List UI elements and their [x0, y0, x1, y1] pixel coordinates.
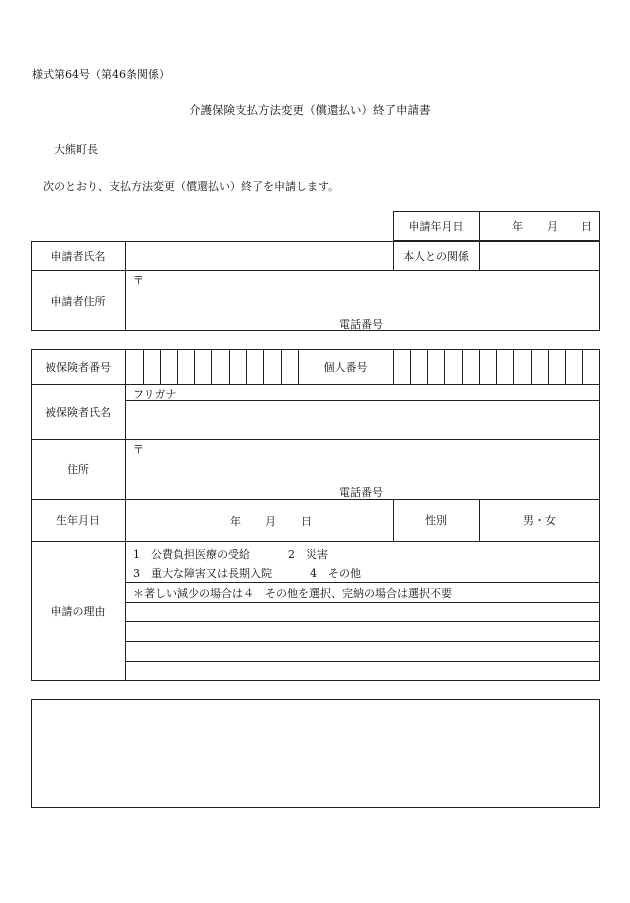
postal-mark: 〒: [133, 274, 144, 287]
insured-address-field[interactable]: [125, 439, 600, 499]
date-year-unit: 年: [512, 220, 523, 233]
insured-name-field[interactable]: [125, 400, 600, 439]
birth-year-unit: 年: [230, 515, 241, 528]
reason-option-4[interactable]: 4 その他: [310, 567, 361, 580]
form-reference: 様式第64号（第46条関係）: [32, 68, 170, 81]
personal-number-label: 個人番号: [323, 360, 368, 374]
application-date-label: 申請年月日: [408, 220, 464, 233]
intro-text: 次のとおり、支払方法変更（償還払い）終了を申請します。: [43, 180, 340, 193]
reason-option-2[interactable]: 2 災害: [288, 548, 328, 561]
date-day-unit: 日: [581, 220, 592, 233]
insured-postal-mark: 〒: [133, 443, 144, 456]
date-month-unit: 月: [547, 220, 558, 233]
relation-field[interactable]: [479, 241, 600, 270]
applicant-name-label: 申請者氏名: [50, 249, 106, 263]
sex-choice[interactable]: 男・女: [523, 514, 556, 527]
furigana-label: フリガナ: [133, 388, 177, 401]
personal-number-field[interactable]: [393, 349, 600, 384]
birth-date-label: 生年月日: [56, 514, 100, 527]
applicant-address-label: 申請者住所: [50, 294, 106, 308]
reason-option-3[interactable]: 3 重大な障害又は長期入院: [133, 567, 272, 580]
sex-label: 性別: [425, 514, 447, 527]
birth-day-unit: 日: [301, 515, 312, 528]
applicant-phone-label: 電話番号: [339, 318, 383, 331]
page-title: 介護保険支払方法変更（償還払い）終了申請書: [189, 103, 431, 117]
reason-label: 申請の理由: [50, 605, 106, 618]
reason-option-1[interactable]: 1 公費負担医療の受給: [133, 548, 250, 561]
reason-detail-field[interactable]: [125, 602, 600, 681]
insured-address-label: 住所: [67, 463, 89, 476]
reason-note: ＊著しい減少の場合は４ その他を選択、完納の場合は選択不要: [133, 587, 452, 600]
furigana-field[interactable]: [190, 384, 600, 400]
office-use-box: [31, 699, 600, 808]
insured-number-field[interactable]: [125, 349, 298, 384]
application-date-field[interactable]: [479, 211, 600, 241]
birth-month-unit: 月: [265, 515, 276, 528]
insured-phone-label: 電話番号: [339, 486, 383, 499]
insured-name-label: 被保険者氏名: [45, 405, 111, 419]
birth-date-field[interactable]: [125, 499, 393, 541]
applicant-name-field[interactable]: [125, 241, 393, 270]
insured-number-label: 被保険者番号: [45, 360, 111, 374]
addressee: 大熊町長: [54, 143, 98, 156]
relation-label: 本人との関係: [403, 249, 469, 263]
applicant-address-field[interactable]: [125, 270, 600, 331]
